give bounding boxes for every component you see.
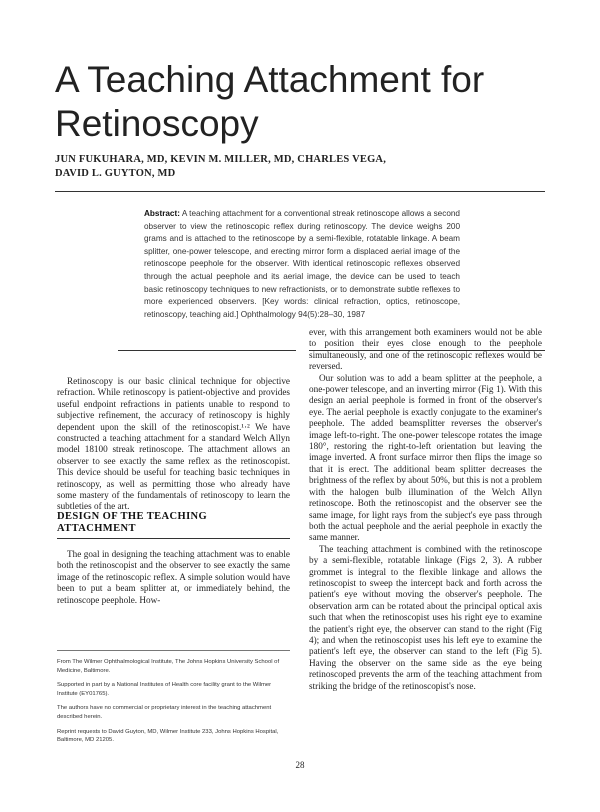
authors-line-2: DAVID L. GUYTON, MD (55, 168, 176, 179)
footnotes (57, 658, 290, 751)
abstract-label: Abstract: (144, 209, 180, 218)
heading-line-1: DESIGN OF THE TEACHING (57, 511, 208, 522)
article-title: A Teaching Attachment for Retinoscopy (55, 59, 485, 144)
authors-line-1: JUN FUKUHARA, MD, KEVIN M. MILLER, MD, CHARLES VEGA, (55, 154, 387, 165)
right-paragraph-1: ever, with this arrangement both examiners would not be able to position their eyes close enough to the peephole simultaneously, and one of the retinoscopic reflexes would be reversed. (309, 327, 542, 372)
left-column-intro (57, 376, 290, 513)
intro-paragraph: Retinoscopy is our basic clinical technique for objective refraction. While retinoscopy is patient-objective and provides useful endpoint refractions in patients unable to respond to subjective refinement, the accuracy of retinoscopy is highly dependent upon the skill of the retinoscopist.¹·² We have constructed a teaching attachment for a standard Welch Allyn model 18100 streak retinoscope. The attachment allows an observer to see exactly the same reflex as the retinoscopist. This device should be useful for teaching basic techniques in retinoscopy, as well as permitting those who already have some mastery of the fundamentals of retinoscopy to learn the subtleties of the art. (57, 376, 290, 512)
author-list (55, 153, 575, 181)
footnote-reprints: Reprint requests to David Guyton, MD, Wilmer Institute 233, Johns Hopkins Hospital, Baltimore, MD 21205. (57, 728, 279, 744)
left-column-design (57, 549, 290, 606)
footnote-rule (57, 650, 290, 651)
right-paragraph-3: The teaching attachment is combined with the retinoscope by a semi-flexible, rotatable linkage (Figs 2, 3). A rubber grommet is integral to the flexible linkage and allows the retinoscopist to sweep the intercept back and forth across the patient's eye without moving the observer's peephole. The observation arm can be rotated about the principal optical axis such that when the retinoscopist uses his right eye to examine the patient's right eye, the observer can stand to the right (Fig 4); and when the retinoscopist uses his left eye to examine the patient's left eye, the observer can stand to the left (Fig 5). Having the observer on the same side as the eye being retinoscoped prevents the arm of the teaching attachment from striking the bridge of the retinoscopist's nose. (309, 543, 542, 691)
footnote-disclosure: The authors have no commercial or proprietary interest in the teaching attachment described herein. (57, 705, 272, 720)
footnote-affiliation: From The Wilmer Ophthalmological Institute, The Johns Hopkins University School of Medicine, Baltimore. (57, 659, 280, 674)
right-column (309, 327, 542, 692)
abstract-rule-left (118, 350, 296, 351)
abstract-block (144, 208, 460, 321)
heading-rule (57, 538, 290, 539)
heading-line-2: ATTACHMENT (57, 523, 136, 534)
design-paragraph: The goal in designing the teaching attachment was to enable both the retinoscopist and the observer to see exactly the same image of the retinoscopic reflex. A simple solution would have been to put a beam splitter at, or immediately behind, the retinoscope peephole. How- (57, 549, 290, 605)
page-number: 28 (295, 760, 305, 770)
right-paragraph-2: Our solution was to add a beam splitter at the peephole, a one-power telescope, and an inverting mirror (Fig 1). With this design an aerial peephole is formed in front of the observer's eye. The aerial peephole is exactly conjugate to the examiner's peephole. The added beamsplitter reverses the observer's image left-to-right. The one-power telescope rotates the image 180°, restoring the right-to-left orientation but leaving the image inverted. A front surface mirror then flips the image so that it is erect. The additional beam splitter decreases the brightness of the reflex by about 50%, but this is not a problem with the halogen bulb illumination of the Welch Allyn retinoscope. Both the retinoscopist and the observer see the same image, for light rays from the subject's eye pass through both the actual peephole and the aerial peephole in exactly the same manner. (309, 372, 542, 543)
section-heading-design (57, 511, 290, 535)
footnote-support: Supported in part by a National Institutes of Health core facility grant to the Wilmer Institute (EY01765). (57, 682, 272, 697)
abstract-text: A teaching attachment for a conventional streak retinoscope allows a second observer to view the retinoscopic reflex during retinoscopy. The device weighs 200 grams and is attached to the retinoscope by a semi-flexible, rotatable linkage. A beam splitter, one-power telescope, and erecting mirror form a displaced aerial image of the retinoscope peephole for the observer. With identical retinoscopic reflexes observed through the actual peephole and its aerial image, the device can be used to teach basic retinoscopy techniques to new refractionists, or to demonstrate subtle reflexes to more experienced observers. [Key words: clinical refraction, optics, retinoscope, retinoscopy, teaching aid.] Ophthalmology 94(5):28–30, 1987 (144, 209, 460, 319)
top-rule (55, 191, 545, 192)
